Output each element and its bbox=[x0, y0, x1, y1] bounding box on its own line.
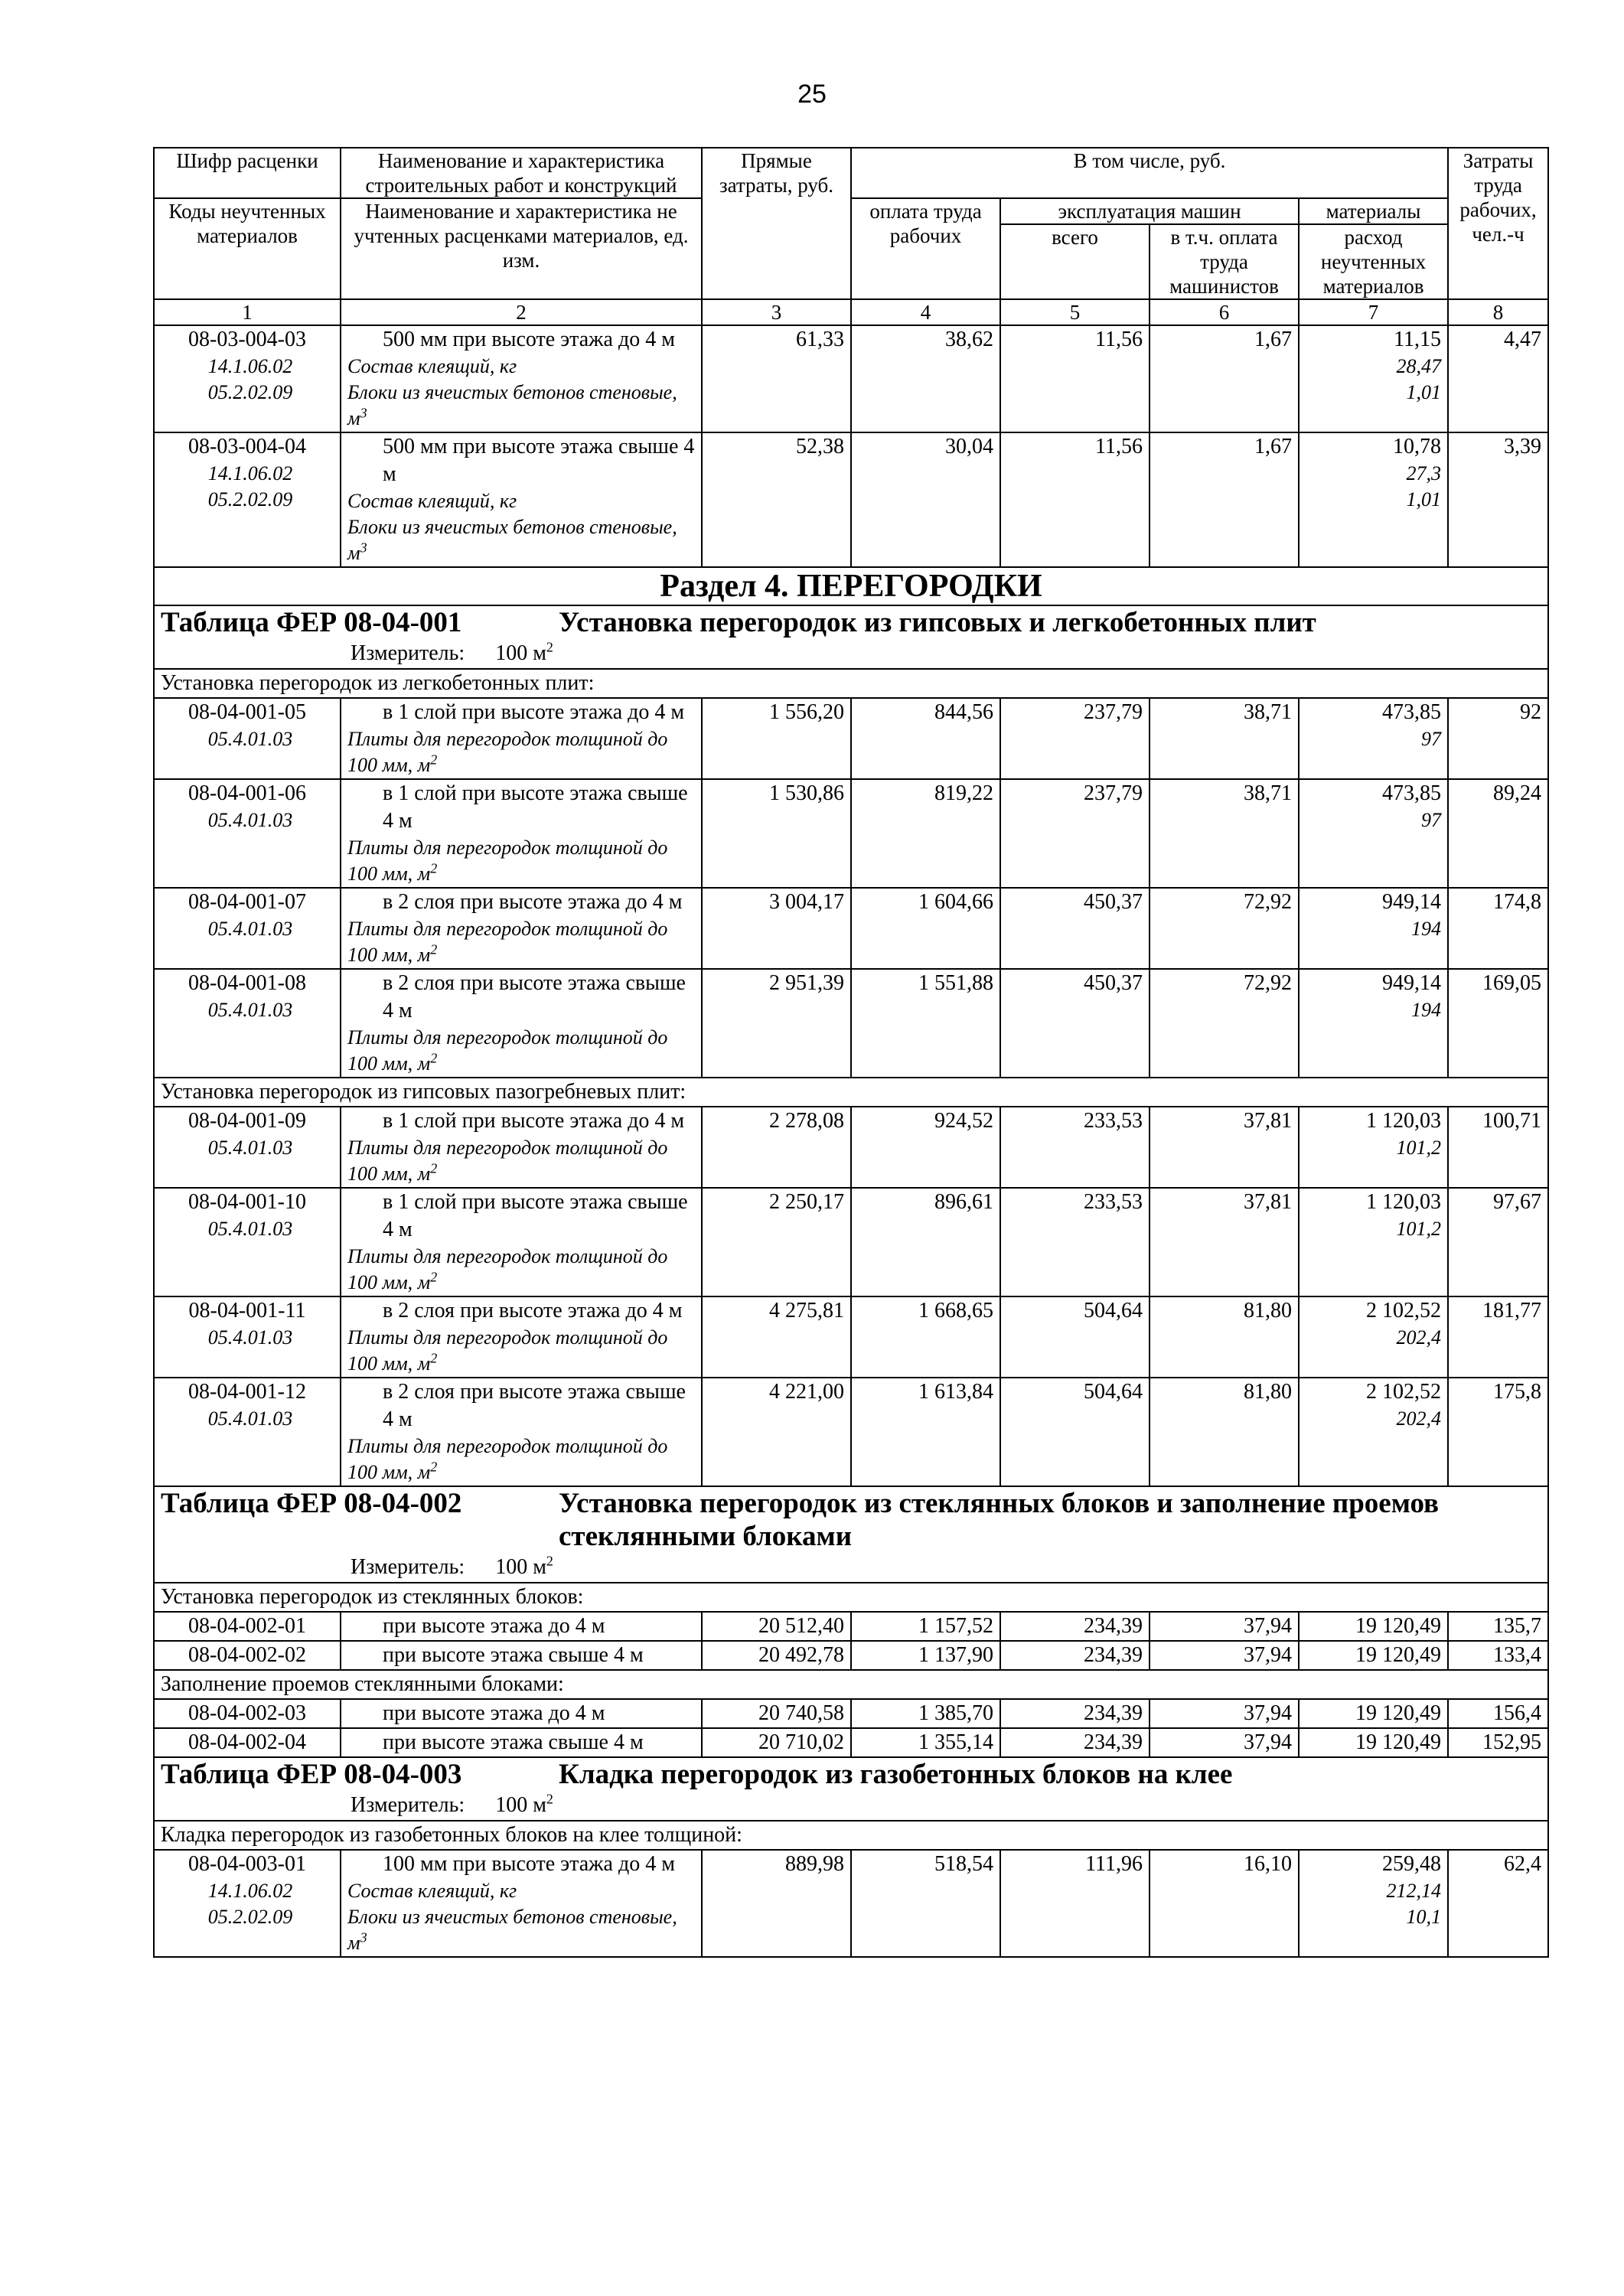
machines-total: 234,39 bbox=[1000, 1612, 1150, 1641]
materials-cost-value: 259,48 bbox=[1382, 1852, 1442, 1876]
header-direct-costs: Прямые затраты, руб. bbox=[702, 148, 851, 299]
table-header bbox=[154, 148, 1548, 325]
direct-costs: 2 250,17 bbox=[702, 1188, 851, 1296]
materials-cost bbox=[1299, 1728, 1448, 1757]
unit-exponent: 2 bbox=[430, 1459, 438, 1475]
labor-pay: 1 668,65 bbox=[851, 1296, 1000, 1378]
rate-name-text: в 1 слой при высоте этажа свыше 4 м bbox=[383, 781, 688, 833]
group-heading-row bbox=[154, 1583, 1548, 1612]
group-heading: Установка перегородок из стеклянных блоков: bbox=[154, 1583, 1548, 1612]
labor-hours: 135,7 bbox=[1448, 1612, 1548, 1641]
materials-cost-value: 19 120,49 bbox=[1355, 1701, 1442, 1725]
machines-total: 11,56 bbox=[1000, 432, 1150, 567]
rate-code bbox=[154, 1699, 341, 1728]
column-number: 4 bbox=[851, 299, 1000, 325]
labor-pay: 1 157,52 bbox=[851, 1612, 1000, 1641]
rate-name bbox=[341, 1612, 702, 1641]
table-title bbox=[154, 1757, 1548, 1821]
material-quantity: 97 bbox=[1421, 728, 1442, 750]
rate-code bbox=[154, 1641, 341, 1670]
labor-hours: 100,71 bbox=[1448, 1107, 1548, 1188]
labor-hours: 97,67 bbox=[1448, 1188, 1548, 1296]
material-code: 05.4.01.03 bbox=[207, 1137, 293, 1159]
material-name: Плиты для перегородок толщиной до 100 мм, $м^2$ bbox=[347, 1245, 668, 1293]
direct-costs: 889,98 bbox=[702, 1850, 851, 1957]
labor-hours: 152,95 bbox=[1448, 1728, 1548, 1757]
column-numbers-row bbox=[154, 299, 1548, 325]
header-material-names: Наименование и характеристика не учтенных расценками материалов, ед. изм. bbox=[341, 198, 702, 299]
rate-code bbox=[154, 779, 341, 888]
table-number: Таблица ФЕР 08-04-003 bbox=[161, 1759, 462, 1790]
materials-cost bbox=[1299, 779, 1448, 888]
rate-row bbox=[154, 779, 1548, 888]
machines-total: 237,79 bbox=[1000, 698, 1150, 779]
rate-name-text: 500 мм при высоте этажа до 4 м bbox=[383, 328, 675, 351]
table-number: Таблица ФЕР 08-04-001 bbox=[161, 607, 462, 638]
group-heading-row bbox=[154, 1821, 1548, 1850]
labor-hours: 156,4 bbox=[1448, 1699, 1548, 1728]
materials-cost bbox=[1299, 1188, 1448, 1296]
rate-row bbox=[154, 1641, 1548, 1670]
material-quantity: 194 bbox=[1411, 918, 1442, 940]
materials-cost bbox=[1299, 1699, 1448, 1728]
labor-hours: 175,8 bbox=[1448, 1378, 1548, 1486]
table-title-row bbox=[154, 1757, 1548, 1821]
labor-hours: 3,39 bbox=[1448, 432, 1548, 567]
rate-name-text: в 1 слой при высоте этажа свыше 4 м bbox=[383, 1190, 688, 1241]
material-quantity: 1,01 bbox=[1406, 488, 1442, 510]
labor-pay: 924,52 bbox=[851, 1107, 1000, 1188]
labor-pay: 819,22 bbox=[851, 779, 1000, 888]
operators-pay: 1,67 bbox=[1150, 325, 1299, 432]
header-materials-consumption: расход неучтенных материалов bbox=[1299, 224, 1448, 299]
rate-code-text: 08-04-003-01 bbox=[188, 1852, 306, 1876]
operators-pay: 16,10 bbox=[1150, 1850, 1299, 1957]
table-meter bbox=[161, 1791, 1541, 1820]
unit-exponent: 2 bbox=[430, 860, 438, 876]
meter-exponent: 2 bbox=[546, 639, 553, 655]
materials-cost-value: 2 102,52 bbox=[1366, 1299, 1442, 1322]
materials-cost-value: 473,85 bbox=[1382, 781, 1442, 805]
rate-code bbox=[154, 969, 341, 1078]
operators-pay: 72,92 bbox=[1150, 969, 1299, 1078]
table-name: Установка перегородок из стеклянных блоков и заполнение проемов стеклянными блоками bbox=[559, 1488, 1439, 1552]
machines-total: 234,39 bbox=[1000, 1641, 1150, 1670]
labor-hours: 89,24 bbox=[1448, 779, 1548, 888]
header-code: Шифр расценки bbox=[154, 148, 341, 198]
rate-code-text: 08-03-004-03 bbox=[188, 328, 306, 351]
materials-cost-value: 1 120,03 bbox=[1366, 1190, 1442, 1214]
material-name: Плиты для перегородок толщиной до 100 мм, $м^2$ bbox=[347, 1435, 668, 1483]
labor-pay: 30,04 bbox=[851, 432, 1000, 567]
labor-pay: 844,56 bbox=[851, 698, 1000, 779]
meter-label: Измеритель: bbox=[351, 1793, 465, 1817]
rate-code-text: 08-04-001-10 bbox=[188, 1190, 306, 1214]
labor-hours: 181,77 bbox=[1448, 1296, 1548, 1378]
labor-pay: 1 355,14 bbox=[851, 1728, 1000, 1757]
labor-pay: 1 137,90 bbox=[851, 1641, 1000, 1670]
rate-name bbox=[341, 1699, 702, 1728]
material-name: Состав клеящий, кг bbox=[347, 355, 517, 377]
rate-name-text: в 2 слоя при высоте этажа до 4 м bbox=[383, 890, 683, 914]
rate-code bbox=[154, 1107, 341, 1188]
direct-costs: 20 512,40 bbox=[702, 1612, 851, 1641]
unit-exponent: 2 bbox=[430, 1269, 438, 1285]
section-title-row bbox=[154, 567, 1548, 605]
rate-code-text: 08-04-002-04 bbox=[188, 1730, 306, 1754]
table-name: Кладка перегородок из газобетонных блоков на клее bbox=[559, 1759, 1233, 1790]
materials-cost-value: 949,14 bbox=[1382, 971, 1442, 995]
rate-code-text: 08-04-001-07 bbox=[188, 890, 306, 914]
rate-code bbox=[154, 1378, 341, 1486]
rate-row bbox=[154, 1378, 1548, 1486]
unit-exponent: 3 bbox=[360, 1929, 367, 1945]
header-labor-pay: оплата труда рабочих bbox=[851, 198, 1000, 299]
labor-hours: 169,05 bbox=[1448, 969, 1548, 1078]
rate-name bbox=[341, 1641, 702, 1670]
direct-costs: 20 492,78 bbox=[702, 1641, 851, 1670]
unit-exponent: 2 bbox=[430, 1160, 438, 1176]
material-name: Блоки из ячеистых бетонов стеновые, $м^3$ bbox=[347, 381, 677, 429]
labor-hours: 92 bbox=[1448, 698, 1548, 779]
rate-code bbox=[154, 698, 341, 779]
material-name: Состав клеящий, кг bbox=[347, 1880, 517, 1902]
direct-costs: 20 740,58 bbox=[702, 1699, 851, 1728]
materials-cost bbox=[1299, 1612, 1448, 1641]
table-title bbox=[154, 605, 1548, 669]
material-name: Плиты для перегородок толщиной до 100 мм, $м^2$ bbox=[347, 1326, 668, 1375]
material-quantity: 97 bbox=[1421, 809, 1442, 831]
machines-total: 450,37 bbox=[1000, 888, 1150, 969]
rate-name-text: при высоте этажа до 4 м bbox=[383, 1614, 605, 1638]
material-code: 05.4.01.03 bbox=[207, 1218, 293, 1240]
column-number: 1 bbox=[154, 299, 341, 325]
materials-cost bbox=[1299, 698, 1448, 779]
rate-code-text: 08-04-001-12 bbox=[188, 1380, 306, 1404]
labor-pay: 1 385,70 bbox=[851, 1699, 1000, 1728]
materials-cost bbox=[1299, 969, 1448, 1078]
rate-row bbox=[154, 1188, 1548, 1296]
materials-cost-value: 19 120,49 bbox=[1355, 1614, 1442, 1638]
header-operators-pay: в т.ч. оплата труда машинистов bbox=[1150, 224, 1299, 299]
labor-pay: 1 613,84 bbox=[851, 1378, 1000, 1486]
materials-cost bbox=[1299, 1107, 1448, 1188]
rate-name-text: в 2 слоя при высоте этажа до 4 м bbox=[383, 1299, 683, 1322]
operators-pay: 38,71 bbox=[1150, 779, 1299, 888]
labor-pay: 518,54 bbox=[851, 1850, 1000, 1957]
group-heading-row bbox=[154, 669, 1548, 698]
meter-value: 100 $м^2$ bbox=[495, 1553, 553, 1579]
rate-code-text: 08-04-001-06 bbox=[188, 781, 306, 805]
material-name: Блоки из ячеистых бетонов стеновые, $м^3$ bbox=[347, 516, 677, 564]
material-code: 05.4.01.03 bbox=[207, 918, 293, 940]
rate-code bbox=[154, 1296, 341, 1378]
table-title bbox=[154, 1486, 1548, 1583]
unit-exponent: 2 bbox=[430, 1050, 438, 1066]
labor-pay: 896,61 bbox=[851, 1188, 1000, 1296]
operators-pay: 37,94 bbox=[1150, 1699, 1299, 1728]
material-code: 14.1.06.02 bbox=[207, 355, 293, 377]
rate-code-text: 08-04-001-08 bbox=[188, 971, 306, 995]
table-body bbox=[154, 325, 1548, 1957]
material-code: 05.4.01.03 bbox=[207, 1326, 293, 1349]
material-name: Плиты для перегородок толщиной до 100 мм, $м^2$ bbox=[347, 918, 668, 966]
direct-costs: 1 556,20 bbox=[702, 698, 851, 779]
rate-code-text: 08-04-001-09 bbox=[188, 1109, 306, 1133]
header-machines-group: эксплуатация машин bbox=[1000, 198, 1299, 224]
rate-row bbox=[154, 1296, 1548, 1378]
page-number: 25 bbox=[797, 80, 827, 109]
table-meter bbox=[161, 1553, 1541, 1582]
machines-total: 237,79 bbox=[1000, 779, 1150, 888]
header-material-codes: Коды неучтенных материалов bbox=[154, 198, 341, 299]
machines-total: 233,53 bbox=[1000, 1107, 1150, 1188]
operators-pay: 37,94 bbox=[1150, 1612, 1299, 1641]
material-code: 14.1.06.02 bbox=[207, 1880, 293, 1902]
materials-cost bbox=[1299, 1296, 1448, 1378]
group-heading: Установка перегородок из гипсовых пазогребневых плит: bbox=[154, 1078, 1548, 1107]
materials-cost-value: 949,14 bbox=[1382, 890, 1442, 914]
material-quantity: 202,4 bbox=[1396, 1326, 1442, 1349]
material-code: 05.2.02.09 bbox=[207, 381, 293, 403]
direct-costs: 2 951,39 bbox=[702, 969, 851, 1078]
column-number: 3 bbox=[702, 299, 851, 325]
rate-row bbox=[154, 1699, 1548, 1728]
group-heading-row bbox=[154, 1670, 1548, 1699]
rate-row bbox=[154, 1850, 1548, 1957]
rate-code bbox=[154, 325, 341, 432]
material-name: Плиты для перегородок толщиной до 100 мм, $м^2$ bbox=[347, 837, 668, 885]
machines-total: 234,39 bbox=[1000, 1728, 1150, 1757]
section-title: Раздел 4. ПЕРЕГОРОДКИ bbox=[154, 567, 1548, 605]
direct-costs: 52,38 bbox=[702, 432, 851, 567]
group-heading-row bbox=[154, 1078, 1548, 1107]
rate-name bbox=[341, 1728, 702, 1757]
materials-cost bbox=[1299, 888, 1448, 969]
material-quantity: 1,01 bbox=[1406, 381, 1442, 403]
rate-name-text: в 1 слой при высоте этажа до 4 м bbox=[383, 1109, 685, 1133]
rate-name-text: 100 мм при высоте этажа до 4 м bbox=[383, 1852, 675, 1876]
rate-row bbox=[154, 969, 1548, 1078]
operators-pay: 81,80 bbox=[1150, 1378, 1299, 1486]
machines-total: 111,96 bbox=[1000, 1850, 1150, 1957]
rate-code-text: 08-03-004-04 bbox=[188, 435, 306, 458]
material-quantity: 27,3 bbox=[1406, 462, 1442, 484]
meter-value: 100 $м^2$ bbox=[495, 639, 553, 665]
rate-code-text: 08-04-001-05 bbox=[188, 700, 306, 724]
labor-pay: 1 604,66 bbox=[851, 888, 1000, 969]
direct-costs: 1 530,86 bbox=[702, 779, 851, 888]
rate-code-text: 08-04-002-02 bbox=[188, 1643, 306, 1667]
material-quantity: 194 bbox=[1411, 999, 1442, 1021]
rate-code bbox=[154, 888, 341, 969]
rate-name bbox=[341, 1378, 702, 1486]
material-code: 05.4.01.03 bbox=[207, 809, 293, 831]
rate-row bbox=[154, 432, 1548, 567]
rate-code bbox=[154, 432, 341, 567]
group-heading: Заполнение проемов стеклянными блоками: bbox=[154, 1670, 1548, 1699]
column-number: 2 bbox=[341, 299, 702, 325]
material-code: 05.4.01.03 bbox=[207, 999, 293, 1021]
material-quantity: 212,14 bbox=[1386, 1880, 1442, 1902]
material-name: Состав клеящий, кг bbox=[347, 490, 517, 512]
rate-row bbox=[154, 1728, 1548, 1757]
material-quantity: 101,2 bbox=[1396, 1218, 1442, 1240]
labor-pay: 38,62 bbox=[851, 325, 1000, 432]
material-quantity: 10,1 bbox=[1406, 1906, 1442, 1928]
meter-exponent: 2 bbox=[546, 1553, 553, 1569]
rate-name-text: при высоте этажа свыше 4 м bbox=[383, 1730, 644, 1754]
rate-row bbox=[154, 888, 1548, 969]
rate-row bbox=[154, 325, 1548, 432]
header-including: В том числе, руб. bbox=[851, 148, 1448, 198]
material-code: 14.1.06.02 bbox=[207, 462, 293, 484]
material-code: 05.4.01.03 bbox=[207, 728, 293, 750]
operators-pay: 38,71 bbox=[1150, 698, 1299, 779]
materials-cost bbox=[1299, 1378, 1448, 1486]
operators-pay: 81,80 bbox=[1150, 1296, 1299, 1378]
labor-pay: 1 551,88 bbox=[851, 969, 1000, 1078]
rate-code-text: 08-04-001-11 bbox=[188, 1299, 306, 1322]
materials-cost-value: 19 120,49 bbox=[1355, 1643, 1442, 1667]
rate-code bbox=[154, 1188, 341, 1296]
meter-value: 100 $м^2$ bbox=[495, 1791, 553, 1817]
machines-total: 504,64 bbox=[1000, 1296, 1150, 1378]
material-quantity: 202,4 bbox=[1396, 1407, 1442, 1430]
operators-pay: 37,94 bbox=[1150, 1641, 1299, 1670]
materials-cost bbox=[1299, 432, 1448, 567]
table-name: Установка перегородок из гипсовых и легкобетонных плит bbox=[559, 607, 1316, 638]
rate-name bbox=[341, 1107, 702, 1188]
material-name: Плиты для перегородок толщиной до 100 мм, $м^2$ bbox=[347, 1137, 668, 1185]
meter-label: Измеритель: bbox=[351, 1555, 465, 1579]
meter-exponent: 2 bbox=[546, 1791, 553, 1807]
material-quantity: 101,2 bbox=[1396, 1137, 1442, 1159]
materials-cost-value: 473,85 bbox=[1382, 700, 1442, 724]
material-quantity: 28,47 bbox=[1396, 355, 1442, 377]
rate-name-text: 500 мм при высоте этажа свыше 4 м bbox=[383, 435, 695, 486]
materials-cost-value: 10,78 bbox=[1393, 435, 1442, 458]
unit-exponent: 3 bbox=[360, 540, 367, 556]
header-labor-hours: Затраты труда рабочих, чел.-ч bbox=[1448, 148, 1548, 299]
material-code: 05.2.02.09 bbox=[207, 1906, 293, 1928]
table-title-row bbox=[154, 1486, 1548, 1583]
header-materials-group: материалы bbox=[1299, 198, 1448, 224]
rate-name bbox=[341, 432, 702, 567]
materials-cost bbox=[1299, 325, 1448, 432]
direct-costs: 4 275,81 bbox=[702, 1296, 851, 1378]
labor-hours: 174,8 bbox=[1448, 888, 1548, 969]
labor-hours: 4,47 bbox=[1448, 325, 1548, 432]
rate-code bbox=[154, 1728, 341, 1757]
meter-label: Измеритель: bbox=[351, 641, 465, 665]
table-title-row bbox=[154, 605, 1548, 669]
rate-name-text: при высоте этажа до 4 м bbox=[383, 1701, 605, 1725]
materials-cost bbox=[1299, 1641, 1448, 1670]
column-number: 7 bbox=[1299, 299, 1448, 325]
header-machines-total: всего bbox=[1000, 224, 1150, 299]
direct-costs: 20 710,02 bbox=[702, 1728, 851, 1757]
group-heading: Кладка перегородок из газобетонных блоков на клее толщиной: bbox=[154, 1821, 1548, 1850]
rate-code bbox=[154, 1612, 341, 1641]
materials-cost-value: 19 120,49 bbox=[1355, 1730, 1442, 1754]
rate-name bbox=[341, 888, 702, 969]
unit-exponent: 2 bbox=[430, 941, 438, 957]
materials-cost bbox=[1299, 1850, 1448, 1957]
column-number: 8 bbox=[1448, 299, 1548, 325]
materials-cost-value: 2 102,52 bbox=[1366, 1380, 1442, 1404]
material-name: Плиты для перегородок толщиной до 100 мм, $м^2$ bbox=[347, 728, 668, 776]
rate-row bbox=[154, 1612, 1548, 1641]
rate-name-text: в 2 слоя при высоте этажа свыше 4 м bbox=[383, 1380, 686, 1431]
labor-hours: 62,4 bbox=[1448, 1850, 1548, 1957]
direct-costs: 2 278,08 bbox=[702, 1107, 851, 1188]
group-heading: Установка перегородок из легкобетонных плит: bbox=[154, 669, 1548, 698]
direct-costs: 3 004,17 bbox=[702, 888, 851, 969]
material-code: 05.2.02.09 bbox=[207, 488, 293, 510]
machines-total: 450,37 bbox=[1000, 969, 1150, 1078]
column-number: 5 bbox=[1000, 299, 1150, 325]
rate-name bbox=[341, 779, 702, 888]
direct-costs: 4 221,00 bbox=[702, 1378, 851, 1486]
machines-total: 504,64 bbox=[1000, 1378, 1150, 1486]
material-name: Плиты для перегородок толщиной до 100 мм, $м^2$ bbox=[347, 1026, 668, 1075]
rate-name-text: в 2 слоя при высоте этажа свыше 4 м bbox=[383, 971, 686, 1022]
column-number: 6 bbox=[1150, 299, 1299, 325]
material-name: Блоки из ячеистых бетонов стеновые, $м^3$ bbox=[347, 1906, 677, 1954]
unit-exponent: 2 bbox=[430, 752, 438, 768]
machines-total: 234,39 bbox=[1000, 1699, 1150, 1728]
machines-total: 11,56 bbox=[1000, 325, 1150, 432]
rate-name-text: в 1 слой при высоте этажа до 4 м bbox=[383, 700, 685, 724]
operators-pay: 37,81 bbox=[1150, 1188, 1299, 1296]
rate-name bbox=[341, 1296, 702, 1378]
materials-cost-value: 1 120,03 bbox=[1366, 1109, 1442, 1133]
rate-name-text: при высоте этажа свыше 4 м bbox=[383, 1643, 644, 1667]
table-number: Таблица ФЕР 08-04-002 bbox=[161, 1488, 462, 1519]
rate-name bbox=[341, 1850, 702, 1957]
price-table bbox=[153, 147, 1549, 1958]
labor-hours: 133,4 bbox=[1448, 1641, 1548, 1670]
material-code: 05.4.01.03 bbox=[207, 1407, 293, 1430]
unit-exponent: 2 bbox=[430, 1350, 438, 1366]
rate-name bbox=[341, 698, 702, 779]
table-meter bbox=[161, 639, 1541, 668]
rate-name bbox=[341, 1188, 702, 1296]
header-name: Наименование и характеристика строительных работ и конструкций bbox=[341, 148, 702, 198]
rate-code-text: 08-04-002-01 bbox=[188, 1614, 306, 1638]
machines-total: 233,53 bbox=[1000, 1188, 1150, 1296]
rate-name bbox=[341, 325, 702, 432]
operators-pay: 72,92 bbox=[1150, 888, 1299, 969]
materials-cost-value: 11,15 bbox=[1394, 328, 1442, 351]
operators-pay: 37,81 bbox=[1150, 1107, 1299, 1188]
operators-pay: 37,94 bbox=[1150, 1728, 1299, 1757]
operators-pay: 1,67 bbox=[1150, 432, 1299, 567]
rate-row bbox=[154, 1107, 1548, 1188]
rate-name bbox=[341, 969, 702, 1078]
rate-code bbox=[154, 1850, 341, 1957]
rate-row bbox=[154, 698, 1548, 779]
unit-exponent: 3 bbox=[360, 405, 367, 421]
direct-costs: 61,33 bbox=[702, 325, 851, 432]
rate-code-text: 08-04-002-03 bbox=[188, 1701, 306, 1725]
